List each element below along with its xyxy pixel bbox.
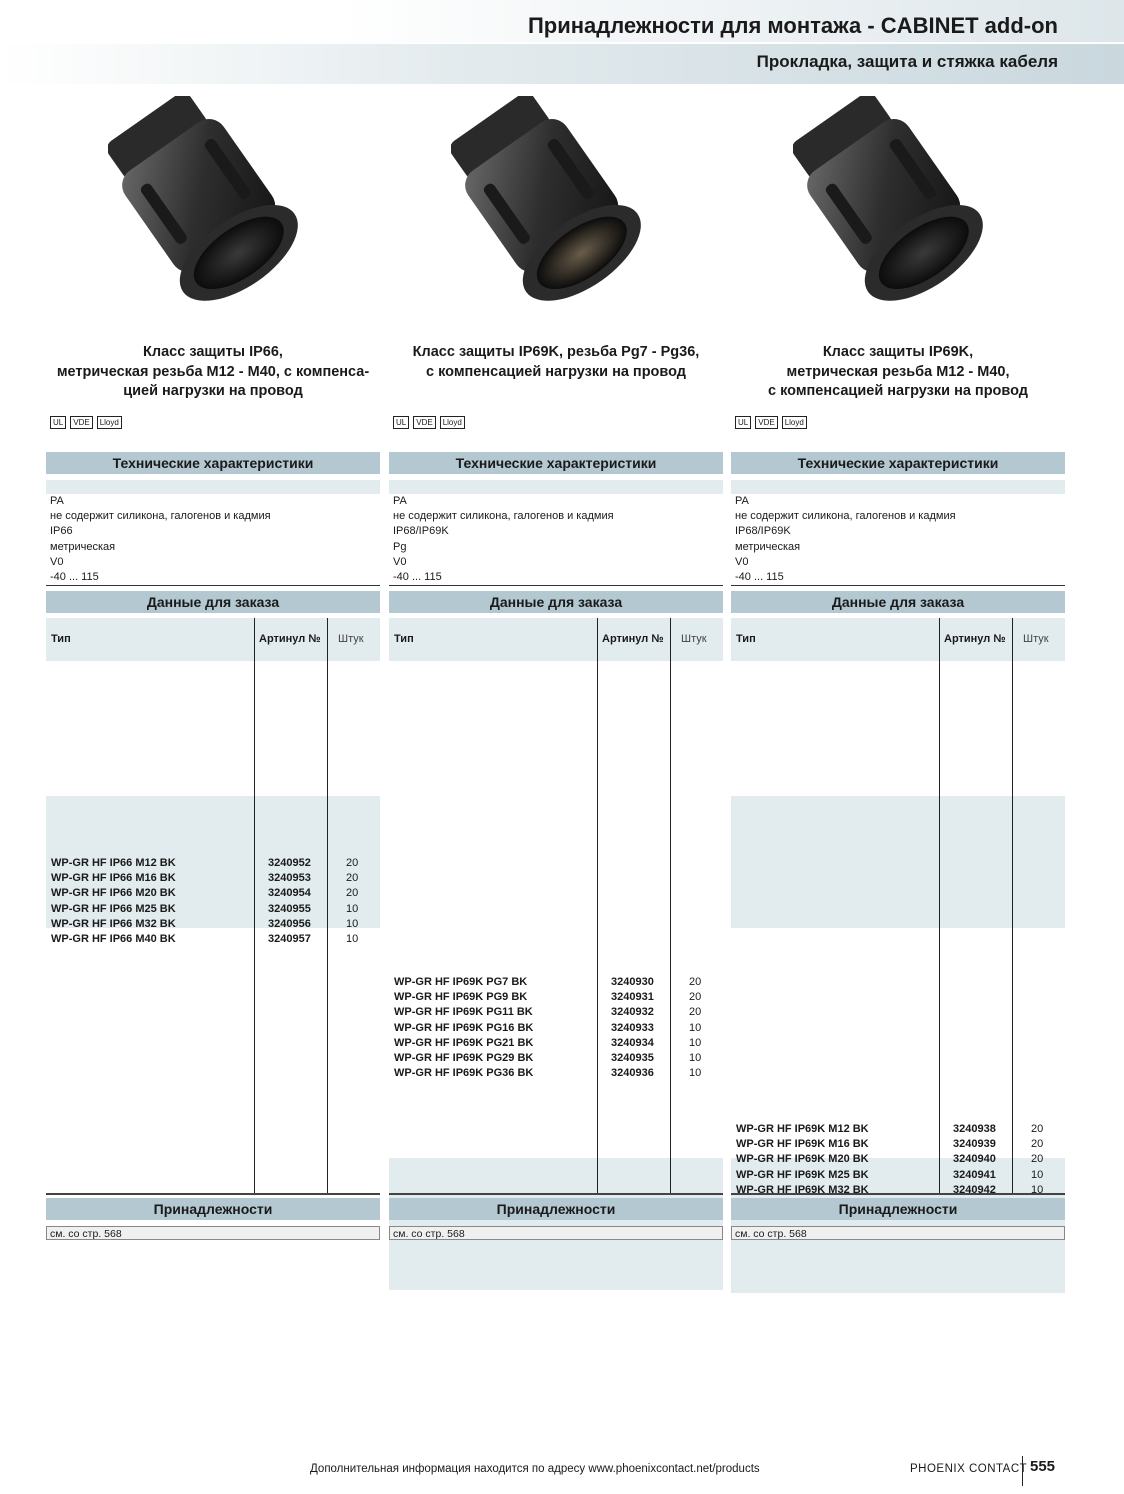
spec-value: -40 ... 115 — [735, 571, 784, 584]
spec-value: не содержит силикона, галогенов и кадмия — [50, 510, 271, 523]
article-number: 3240952 — [268, 857, 311, 869]
caption-line: с компенсацией нагрузки на провод — [426, 363, 686, 380]
article-number: 3240957 — [268, 932, 311, 945]
product-type: WP-GR HF IP69K M16 BK — [736, 1138, 869, 1151]
caption-line: Класс защиты IP66, — [143, 344, 283, 360]
certification-marks — [50, 416, 122, 429]
pack-quantity: 20 — [346, 857, 359, 869]
tech-specs-list — [393, 494, 614, 585]
spec-divider — [389, 585, 723, 586]
accessories-header: Принадлежности — [46, 1198, 380, 1220]
table-row — [389, 1005, 723, 1020]
table-row — [731, 1152, 1065, 1167]
order-data-header: Данные для заказа — [731, 591, 1065, 613]
product-type: WP-GR HF IP69K M12 BK — [736, 1123, 869, 1135]
order-rows — [46, 856, 380, 947]
accessories-header: Принадлежности — [731, 1198, 1065, 1220]
col-header-article: Артинул № — [602, 633, 664, 645]
vde-mark-icon: VDE — [413, 416, 435, 429]
caption-line: цией нагрузки на провод — [123, 383, 303, 399]
product-type: WP-GR HF IP66 M16 BK — [51, 872, 176, 885]
lloyds-register-icon: Lloyd — [440, 416, 465, 429]
pack-quantity: 20 — [1031, 1138, 1044, 1151]
table-band — [731, 796, 1065, 928]
tech-specs-header: Технические характеристики — [46, 452, 380, 474]
product-type: WP-GR HF IP66 M40 BK — [51, 932, 176, 945]
article-number: 3240940 — [953, 1153, 996, 1166]
certification-marks — [735, 416, 807, 429]
article-number: 3240954 — [268, 887, 311, 900]
product-type: WP-GR HF IP69K M25 BK — [736, 1168, 869, 1181]
order-table-header-bg — [46, 618, 380, 661]
product-type: WP-GR HF IP66 M25 BK — [51, 902, 176, 915]
article-number: 3240933 — [611, 1021, 654, 1034]
article-number: 3240939 — [953, 1138, 996, 1151]
pack-quantity: 20 — [689, 1006, 702, 1019]
caption-line: Класс защиты IP69K, резьба Pg7 - Pg36, — [412, 344, 700, 360]
vde-mark-icon: VDE — [70, 416, 92, 429]
table-row — [46, 917, 380, 932]
table-row — [389, 1021, 723, 1036]
spec-value: PA — [50, 495, 64, 507]
spec-value: V0 — [735, 555, 749, 568]
footer-info: Дополнительная информация находится по адресу www.phoenixcontact.net/products — [310, 1463, 760, 1475]
pack-quantity: 10 — [346, 902, 359, 915]
table-row — [389, 990, 723, 1005]
spec-divider — [731, 585, 1065, 586]
table-bottom-line — [389, 1193, 723, 1195]
table-row — [46, 902, 380, 917]
product-type: WP-GR HF IP69K PG36 BK — [394, 1067, 534, 1080]
product-type: WP-GR HF IP66 M12 BK — [51, 857, 176, 869]
spec-value: метрическая — [735, 540, 801, 553]
pack-quantity: 10 — [689, 1051, 702, 1064]
article-number: 3240942 — [953, 1183, 996, 1196]
order-data-header: Данные для заказа — [389, 591, 723, 613]
table-band — [389, 1158, 723, 1290]
pack-quantity: 10 — [346, 917, 359, 930]
table-row — [46, 932, 380, 947]
article-number: 3240934 — [611, 1036, 654, 1049]
article-number: 3240953 — [268, 872, 311, 885]
spec-row-fill — [46, 480, 380, 494]
pack-quantity: 20 — [1031, 1153, 1044, 1166]
spec-value: IP66 — [50, 525, 73, 538]
col-header-qty: Штук — [1023, 633, 1049, 645]
table-row — [389, 1051, 723, 1066]
cable-gland-image — [108, 96, 318, 336]
col-header-type: Тип — [51, 633, 71, 645]
article-number: 3240955 — [268, 902, 311, 915]
brand-name: PHOENIX CONTACT — [910, 1463, 1028, 1475]
product-type: WP-GR HF IP69K PG16 BK — [394, 1021, 534, 1034]
spec-value: PA — [393, 495, 407, 507]
caption-line: метрическая резьба М12 - М40, — [786, 363, 1010, 380]
table-row — [389, 975, 723, 990]
caption-line: Класс защиты IP69K, — [822, 344, 974, 360]
col-header-type: Тип — [394, 633, 414, 645]
pack-quantity: 20 — [346, 872, 359, 885]
col-header-type: Тип — [736, 633, 756, 645]
order-rows — [389, 975, 723, 1081]
pack-quantity: 10 — [689, 1067, 702, 1080]
accessories-link[interactable]: см. со стр. 568 — [731, 1226, 1065, 1240]
pack-quantity: 10 — [689, 1036, 702, 1049]
product-type: WP-GR HF IP66 M20 BK — [51, 887, 176, 900]
table-row — [46, 886, 380, 901]
article-number: 3240931 — [611, 991, 654, 1004]
product-type: WP-GR HF IP69K PG7 BK — [394, 976, 528, 988]
tech-specs-list — [735, 494, 956, 585]
spec-value: V0 — [50, 555, 64, 568]
table-row — [389, 1066, 723, 1081]
footer-separator — [1022, 1456, 1023, 1486]
table-row — [389, 1036, 723, 1051]
lloyds-register-icon: Lloyd — [782, 416, 807, 429]
page-number: 555 — [1030, 1458, 1056, 1475]
table-bottom-line — [46, 1193, 380, 1195]
product-type: WP-GR HF IP69K PG11 BK — [394, 1006, 533, 1019]
product-type: WP-GR HF IP69K PG29 BK — [394, 1051, 534, 1064]
product-column-ip69k-metric — [731, 96, 1065, 1256]
column-divider — [1012, 618, 1013, 1195]
table-row — [731, 1137, 1065, 1152]
page-title: Принадлежности для монтажа - CABINET add-on — [527, 13, 1058, 38]
product-type: WP-GR HF IP66 M32 BK — [51, 917, 176, 930]
table-row — [731, 1122, 1065, 1137]
spec-row-fill — [389, 480, 723, 494]
table-row — [731, 1168, 1065, 1183]
spec-value: IP68/IP69K — [393, 525, 449, 538]
table-row — [731, 1183, 1065, 1198]
caption-line: метрическая резьба М12 - М40, с компенса- — [56, 363, 370, 380]
spec-value: не содержит силикона, галогенов и кадмия — [393, 510, 614, 523]
col-header-qty: Штук — [338, 633, 364, 645]
vde-mark-icon: VDE — [755, 416, 777, 429]
spec-value: PA — [735, 495, 749, 507]
pack-quantity: 20 — [689, 991, 702, 1004]
pack-quantity: 10 — [1031, 1183, 1044, 1196]
order-table-header-bg — [389, 618, 723, 661]
pack-quantity: 20 — [689, 976, 702, 988]
table-row — [46, 856, 380, 871]
cable-gland-image — [451, 96, 661, 336]
spec-value: V0 — [393, 555, 407, 568]
product-column-ip69k-pg — [389, 96, 723, 1256]
pack-quantity: 20 — [346, 887, 359, 900]
product-caption — [731, 343, 1065, 402]
certification-marks — [393, 416, 465, 429]
product-type: WP-GR HF IP69K M32 BK — [736, 1183, 869, 1196]
order-table-header-bg — [731, 618, 1065, 661]
spec-value: -40 ... 115 — [50, 571, 99, 584]
cable-gland-image — [793, 96, 1003, 336]
accessories-link[interactable]: см. со стр. 568 — [46, 1226, 380, 1240]
product-caption — [46, 343, 380, 402]
article-number: 3240956 — [268, 917, 311, 930]
col-header-article: Артинул № — [259, 633, 321, 645]
tech-specs-header: Технические характеристики — [731, 452, 1065, 474]
product-column-ip66-metric — [46, 96, 380, 1256]
ul-mark-icon: UL — [735, 416, 751, 429]
article-number: 3240930 — [611, 976, 654, 988]
ul-mark-icon: UL — [393, 416, 409, 429]
accessories-link[interactable]: см. со стр. 568 — [389, 1226, 723, 1240]
column-divider — [670, 618, 671, 1195]
column-divider — [939, 618, 940, 1195]
page-subtitle: Прокладка, защита и стяжка кабеля — [756, 52, 1058, 71]
column-divider — [597, 618, 598, 1195]
spec-value: IP68/IP69K — [735, 525, 791, 538]
spec-value: не содержит силикона, галогенов и кадмия — [735, 510, 956, 523]
spec-value: Pg — [393, 540, 407, 553]
tech-specs-list — [50, 494, 271, 585]
article-number: 3240938 — [953, 1123, 996, 1135]
article-number: 3240941 — [953, 1168, 996, 1181]
col-header-qty: Штук — [681, 633, 707, 645]
table-row — [46, 871, 380, 886]
pack-quantity: 10 — [689, 1021, 702, 1034]
col-header-article: Артинул № — [944, 633, 1006, 645]
pack-quantity: 10 — [346, 932, 359, 945]
caption-line: с компенсацией нагрузки на провод — [768, 383, 1028, 399]
pack-quantity: 20 — [1031, 1123, 1044, 1135]
spec-value: -40 ... 115 — [393, 571, 442, 584]
product-type: WP-GR HF IP69K PG21 BK — [394, 1036, 534, 1049]
ul-mark-icon: UL — [50, 416, 66, 429]
product-type: WP-GR HF IP69K M20 BK — [736, 1153, 869, 1166]
article-number: 3240935 — [611, 1051, 654, 1064]
spec-value: метрическая — [50, 540, 116, 553]
order-data-header: Данные для заказа — [46, 591, 380, 613]
lloyds-register-icon: Lloyd — [97, 416, 122, 429]
spec-row-fill — [731, 480, 1065, 494]
article-number: 3240936 — [611, 1067, 654, 1080]
tech-specs-header: Технические характеристики — [389, 452, 723, 474]
spec-divider — [46, 585, 380, 586]
pack-quantity: 10 — [1031, 1168, 1044, 1181]
product-type: WP-GR HF IP69K PG9 BK — [394, 991, 528, 1004]
order-table — [389, 618, 723, 1193]
article-number: 3240932 — [611, 1006, 654, 1019]
product-caption — [389, 343, 723, 382]
accessories-header: Принадлежности — [389, 1198, 723, 1220]
